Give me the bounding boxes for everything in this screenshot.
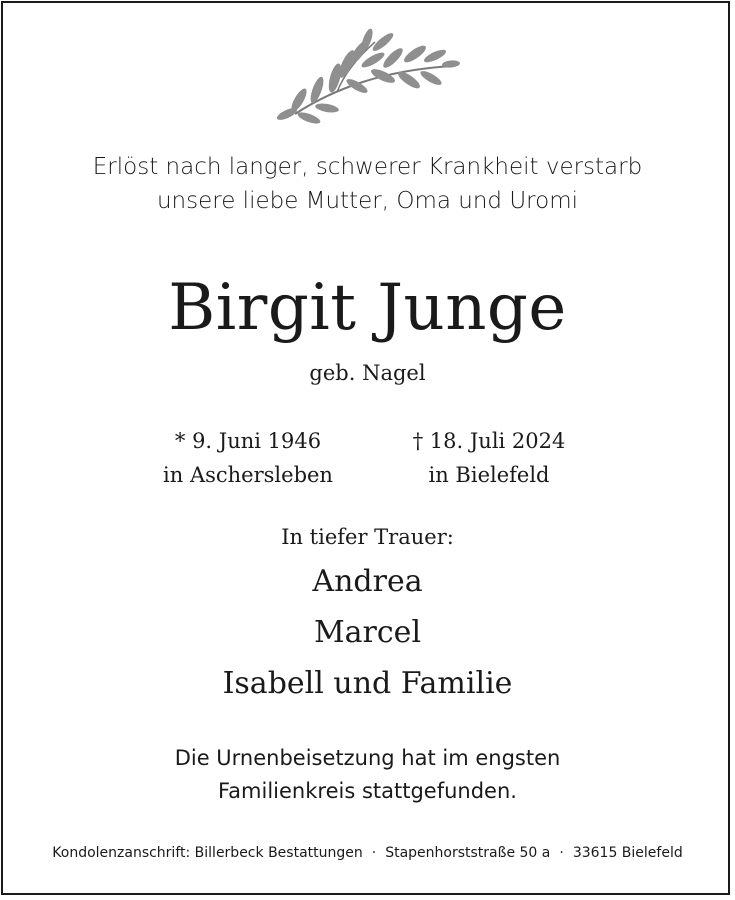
mourning-label: In tiefer Trauer: [281, 525, 454, 549]
birth-date: * 9. Juni 1946 [174, 429, 322, 453]
intro-text [0, 150, 735, 218]
street-address: Stapenhorststraße 50 a [385, 845, 551, 861]
death-info [359, 424, 619, 492]
mourner-name: Andrea [312, 564, 423, 599]
condolence-address [0, 843, 735, 863]
condolence-label: Kondolenzanschrift: Billerbeck Bestattungen [52, 845, 363, 861]
burial-line-2: Familienkreis stattgefunden. [218, 779, 517, 803]
birth-place: in Aschersleben [163, 463, 333, 487]
burial-note [0, 742, 735, 808]
separator-dot: · [371, 845, 377, 861]
olive-branch-icon [275, 28, 460, 126]
burial-line-1: Die Urnenbeisetzung hat im engsten [174, 746, 561, 770]
intro-line-1: Erlöst nach langer, schwerer Krankheit verstarb [92, 154, 643, 180]
mourner-name: Isabell und Familie [222, 666, 513, 701]
city-address: 33615 Bielefeld [572, 845, 683, 861]
birth-info [118, 424, 378, 492]
mourner-name: Marcel [313, 615, 422, 650]
separator-dot: · [559, 845, 564, 861]
maiden-name: geb. Nagel [309, 361, 426, 385]
deceased-name: Birgit Junge [168, 271, 567, 345]
intro-line-2: unsere liebe Mutter, Oma und Uromi [156, 188, 578, 214]
death-place: in Bielefeld [428, 463, 550, 487]
death-date: † 18. Juli 2024 [412, 429, 566, 453]
